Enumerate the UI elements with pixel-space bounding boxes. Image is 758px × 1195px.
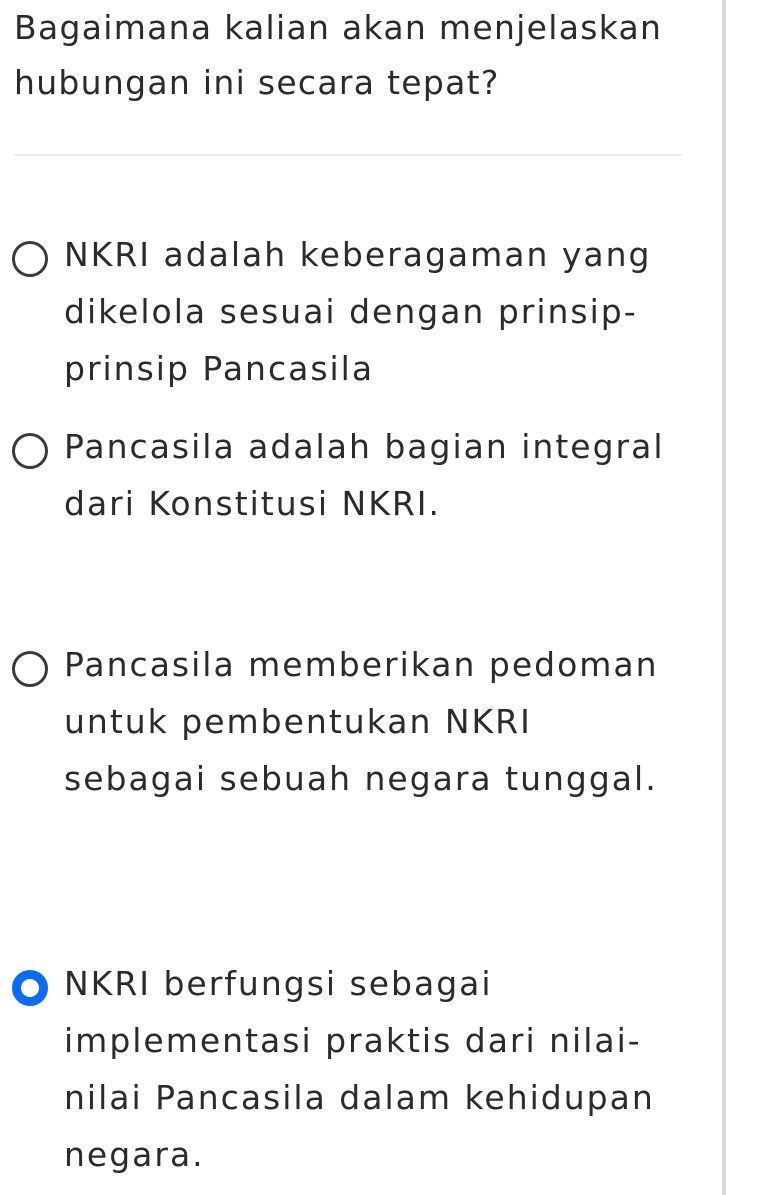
radio-button-selected-icon[interactable] [12,970,48,1006]
scrollbar-track [722,0,726,1195]
radio-button-icon[interactable] [12,433,48,469]
option-label: Pancasila memberikan pedoman untuk pembentukan NKRI sebagai sebuah negara tunggal. [64,645,659,798]
option-label: Pancasila adalah bagian integral dari Konstitusi NKRI. [64,427,665,523]
question-text: Bagaimana kalian akan menjelaskan hubungan ini secara tepat? [14,8,663,102]
divider [14,154,682,156]
radio-button-icon[interactable] [12,241,48,277]
option-label: NKRI berfungsi sebagai implementasi praktis dari nilai-nilai Pancasila dalam kehidupan negara. [64,964,655,1174]
radio-button-icon[interactable] [12,651,48,687]
option-label: NKRI adalah keberagaman yang dikelola sesuai dengan prinsip-prinsip Pancasila [64,235,652,388]
